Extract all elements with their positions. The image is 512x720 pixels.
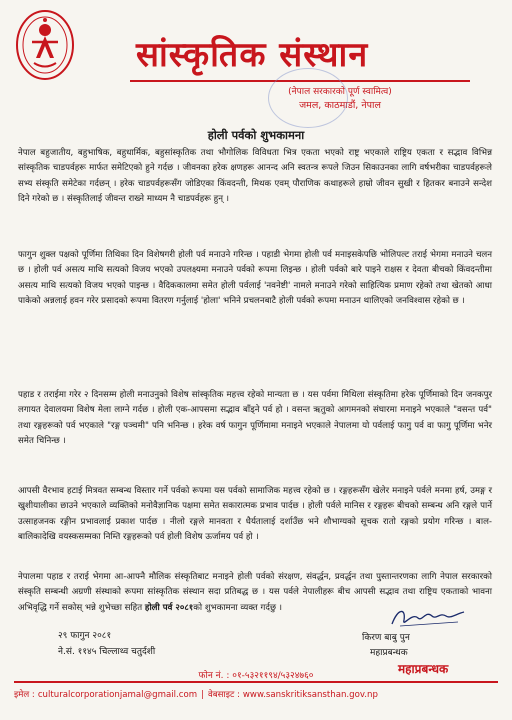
letter-heading: होली पर्वको शुभकामना [207, 128, 305, 142]
date-ns: ने.सं. ११४५ चिल्लाथ्व चतुर्दशी [58, 647, 156, 657]
seal-stamp-icon [268, 68, 348, 128]
email-link[interactable]: culturalcorporationjamal@gmail.com [37, 690, 198, 700]
org-ownership: (नेपाल सरकारको पूर्ण स्वामित्व) [288, 87, 392, 97]
org-address: जमल, काठमाडौं, नेपाल [299, 100, 381, 111]
website-link[interactable]: www.sanskritiksansthan.gov.np [242, 690, 378, 700]
footer-divider [14, 681, 498, 683]
signatory-name: किरण बाबु पुन [362, 633, 410, 643]
signatory-role: महाप्रबन्धक [370, 648, 408, 658]
paragraph-4: आपसी वैरभाव हटाई मित्रवत सम्बन्ध विस्तार गर्ने पर्वको रूपमा यस पर्वको सामाजिक महत्त्व रहेको छ । रङ्गहरूसँग खेलेर मनाइने पर्वले मनमा हर्ष, उमङ्ग र खुशीयालीका छाउने भएकाले व्यक्तिको मनोवैज्ञानिक पक्षमा समेत सकारात्मक प्रभाव पार्दछ । होली पर्वले मानिस र रङ्गहरू बीचको सम्बन्ध अनि रङ्गले पार्ने उत्साहजनक रङ्गीन प्रभावलाई प्रकाश पार्दछ । नीलो रङ्गले मानवता र धैर्यतालाई दर्शाउँछ भने शौभाग्यको सूचक रातो रङ्गको प्रयोग गरिन्छ । बाल-बालिकादेखि वयस्कसम्मका निम्ति रङ्गहरूको पर्व होली विशेष ऊर्जामय पर्व हो । [18, 486, 492, 543]
role-stamp: महाप्रबन्धक [398, 662, 449, 676]
paragraph-2: फागुन शुक्ल पक्षको पूर्णिमा तिथिका दिन विशेषगरी होली पर्व मनाउने गरिन्छ । पहाडी भेगमा होली पर्व मनाइसकेपछि भोलिपल्ट तराई भेगमा मनाउने चलन छ । होली पर्व असत्य माथि सत्यको विजय भएको उपलक्ष्यमा मनाउने पर्वको रूपमा लिइन्छ । होली पर्वको बारे पाइने राक्षस र देवता बीचको किंवदन्तीमा असत्य माथि सत्यको विजय भएको पाइन्छ । वैदिककालमा समेत होली पर्वलाई 'नवनेष्टी' नामले मनाउने गरेको साहित्यिक प्रमाण रहेको तथा खेतको आधा पाकेको अन्नलाई हवन गरेर प्रसादको रूपमा वितरण गर्नुलाई 'होला' भनिने प्रचलनबाटै होली पर्वको रूपमा मनाउन थालिएको जनविश्वास रहेको छ । [18, 250, 492, 307]
paragraph-3: पहाड र तराईमा गरेर २ दिनसम्म होली मनाउनुको विशेष सांस्कृतिक महत्त्व रहेको मान्यता छ । यस पर्वमा मिथिला संस्कृतिमा हरेक पूर्णिमाको दिन जनकपुर लगायत देवालयमा विशेष मेला लाग्ने गर्दछ । होली एक-आपसमा सद्भाव बाँड्ने पर्व हो । वसन्त ऋतुको आगमनको संघारमा मनाइने भएकाले "वसन्त पर्व" तथा रङ्गहरूको पर्व भएकाले "रङ्ग पञ्चमी" पनि भनिन्छ । हरेक वर्ष फागुन पूर्णिमामा मनाइने भएकाले नेपालमा यो पर्वलाई फागु पर्व वा फागु पूर्णिमा भनेर समेत चिनिन्छ । [18, 390, 492, 447]
signature-icon [388, 602, 468, 632]
footer-phone: फोन नं. : ०१-५३२११९४/५३२४७६० [198, 671, 314, 681]
website-label: वेबसाइट : [208, 690, 240, 700]
festival-year: होली पर्व २०८१ [144, 602, 194, 613]
paragraph-1: नेपाल बहुजातीय, बहुभाषिक, बहुधार्मिक, बहुसांस्कृतिक तथा भौगोलिक विविधता भित्र एकता भएको राष्ट्र भएकाले राष्ट्रिय एकता र सद्भाव विभिन्न सांस्कृतिक चाडपर्वहरू मार्फत समेटिएको हुने गर्दछ । जीवनका हरेक क्षणहरू आनन्द अनि स्वतन्त्र रूपले जिउन सिकाउनका लागि वर्षभरीका चाडपर्वहरूले सभ्य संस्कृति समेटेका गर्दछन् । हरेक चाडपर्वहरूसँग जोडिएका किंवदन्ती, मिथक एवम् पौराणिक कथाहरूले हाम्रो जीवन सुखी र हितकर बनाउने सन्देश दिने गरेको छ । संस्कृतिलाई जीवन्त राख्ने माध्यम नै चाडपर्वहरू हुन् । [18, 148, 492, 205]
footer-separator: | [201, 690, 204, 700]
paragraph-5-text: नेपालमा पहाड र तराई भेगमा आ-आफ्नै मौलिक संस्कृतिबाट मनाइने होली पर्वको संरक्षण, संवर्द्धन, प्रवर्द्धन तथा पुस्तान्तरणका लागि नेपाल सरकारको संस्कृति सम्बन्धी अग्रणी संस्थाको रूपमा सांस्कृतिक संस्थान सदा प्रतिबद्ध छ । यस पर्वले नेपालीहरू बीच आपसी सद्भाव तथा राष्ट्रिय एकताको भावना अभिवृद्धि गर्ने सकोस् भन्ने शुभेच्छा सहित [18, 572, 492, 613]
footer-contact [14, 688, 504, 700]
logo-icon [14, 8, 76, 82]
org-name: सांस्कृतिक संस्थान [136, 35, 369, 75]
email-label: इमेल : [14, 690, 35, 700]
date-bs: २९ फागुन २०८१ [58, 631, 112, 641]
paragraph-5-end: को शुभकामना व्यक्त गर्दछु । [193, 602, 282, 613]
